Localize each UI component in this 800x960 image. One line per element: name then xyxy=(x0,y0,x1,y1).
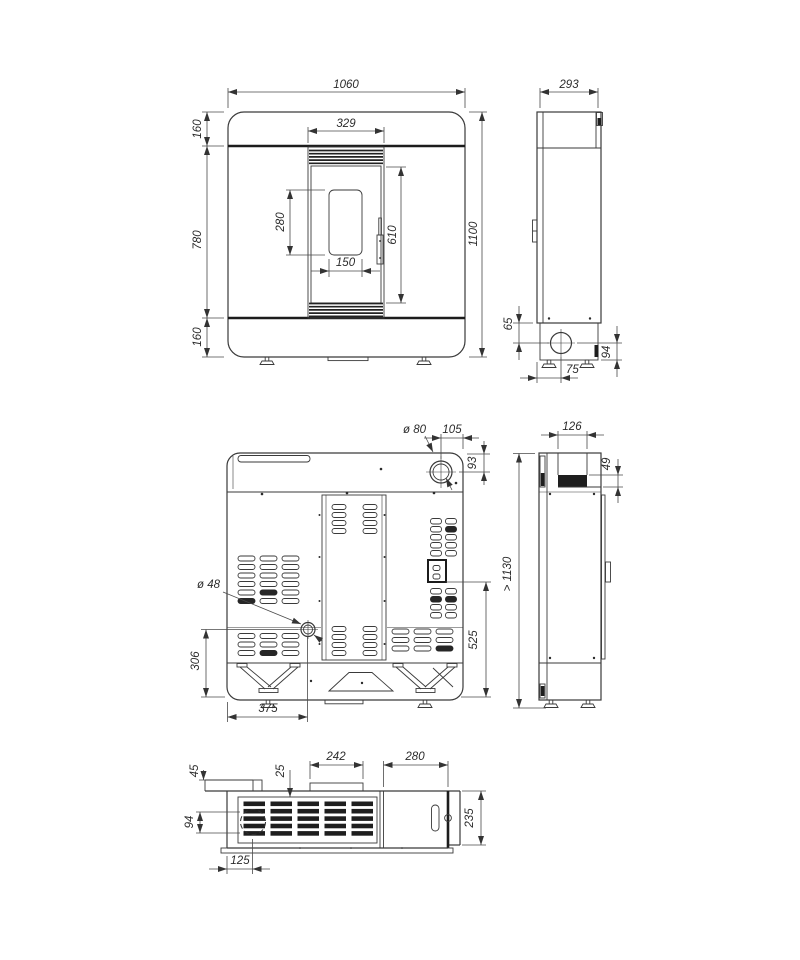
dim-glass-width: 150 xyxy=(335,257,356,269)
bottom-grille-slats xyxy=(244,802,374,836)
side-body-outline xyxy=(537,112,601,323)
dim-socket-height: 525 xyxy=(468,630,480,650)
dim-overall-height: 1100 xyxy=(468,221,480,247)
dim-top-section: 160 xyxy=(192,119,204,139)
center-ramp-plate xyxy=(329,673,393,692)
bottom-louver-vent xyxy=(309,304,383,317)
dim-insert-width: 329 xyxy=(336,118,356,130)
bottom-view xyxy=(184,751,486,874)
leveling-feet xyxy=(544,700,595,708)
dim-flue-from-front: 75 xyxy=(566,364,579,376)
door-panel xyxy=(311,166,381,303)
dim-air-inlet-diameter: ø 48 xyxy=(197,579,221,591)
handle-profile xyxy=(606,562,611,582)
firebox-column xyxy=(308,147,384,318)
dim-grille-bay: 242 xyxy=(326,751,346,763)
dim-depth: 293 xyxy=(559,79,579,91)
rear-oval-slot xyxy=(432,805,440,831)
dim-inlet-span: 94 xyxy=(184,815,196,829)
dim-middle-section: 780 xyxy=(192,230,204,250)
top-louver-vent xyxy=(309,151,383,164)
right-bottom-vent-grid xyxy=(392,629,453,651)
side-top-dimensions xyxy=(503,79,622,383)
right-truss-bracket xyxy=(393,664,457,693)
dim-min-height: > 1130 xyxy=(502,556,514,592)
door-edge-profile xyxy=(602,495,606,659)
left-truss-bracket xyxy=(237,664,300,693)
door-handle xyxy=(377,218,383,264)
dim-rear-width: 235 xyxy=(464,808,476,828)
flue-collar-profile xyxy=(558,475,587,487)
glass-window xyxy=(329,190,362,255)
base-plinth xyxy=(540,323,598,360)
side-view-middle xyxy=(502,421,623,708)
dim-collar-width: 126 xyxy=(562,421,582,433)
top-rear-slot xyxy=(238,456,310,463)
front-body-outline xyxy=(228,112,465,357)
left-vent-grid xyxy=(238,556,299,656)
dim-flue-from-right: 105 xyxy=(442,424,462,436)
dim-front-lip: 45 xyxy=(189,764,201,778)
firebox-projection xyxy=(310,783,363,791)
dim-air-inlet-height: 306 xyxy=(190,651,202,671)
dim-inlet-offset: 125 xyxy=(230,855,250,867)
dim-flue-from-top: 93 xyxy=(467,456,479,470)
front-lip-tab xyxy=(253,780,262,791)
central-panel-vents xyxy=(332,505,377,656)
front-dimensions xyxy=(192,79,487,357)
front-view xyxy=(192,79,487,365)
dim-door-height: 610 xyxy=(387,225,399,245)
dim-overall-width: 1060 xyxy=(333,79,359,91)
dim-rear-section: 280 xyxy=(405,751,425,763)
flue-outlet xyxy=(426,456,456,488)
dim-grille-offset: 25 xyxy=(275,764,287,778)
leveling-feet xyxy=(261,700,432,708)
dim-glass-height: 280 xyxy=(275,212,287,232)
dim-air-inlet-from-left: 375 xyxy=(258,703,278,715)
dim-bottom-section: 160 xyxy=(192,327,204,347)
side-view-top xyxy=(503,79,622,383)
base-slab xyxy=(221,848,453,853)
dim-collar-height: 49 xyxy=(601,457,613,471)
back-view xyxy=(190,424,491,722)
dim-flue-to-floor: 94 xyxy=(601,345,613,359)
dim-flue-below-body: 65 xyxy=(503,317,515,331)
leveling-feet xyxy=(260,357,431,365)
dim-flue-diameter: ø 80 xyxy=(403,424,427,436)
